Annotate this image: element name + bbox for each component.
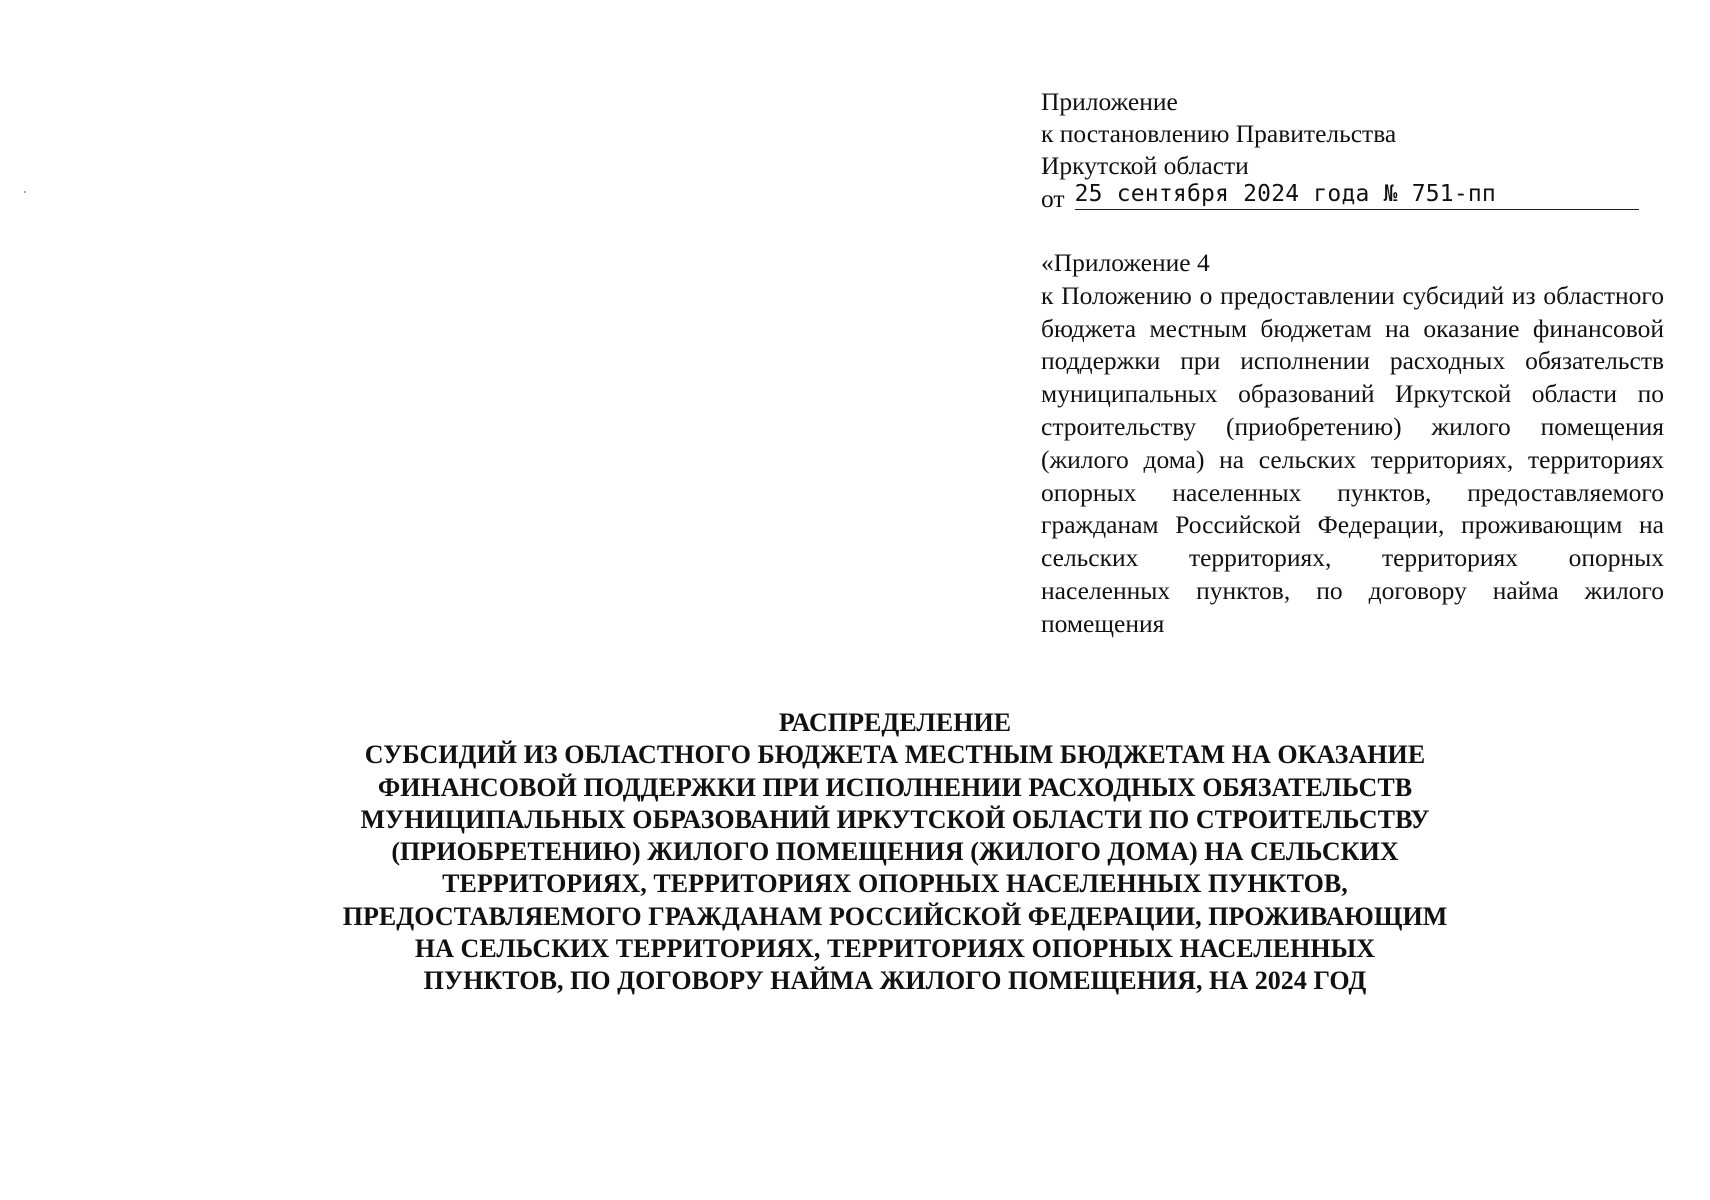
- heading-line-6: ТЕРРИТОРИЯХ, ТЕРРИТОРИЯХ ОПОРНЫХ НАСЕЛЕННЫХ ПУНКТОВ,: [442, 869, 1348, 899]
- heading-line-3: ФИНАНСОВОЙ ПОДДЕРЖКИ ПРИ ИСПОЛНЕНИИ РАСХОДНЫХ ОБЯЗАТЕЛЬСТВ: [377, 772, 1413, 802]
- heading-line-2: СУБСИДИЙ ИЗ ОБЛАСТНОГО БЮДЖЕТА МЕСТНЫМ БЮДЖЕТАМ НА ОКАЗАНИЕ: [364, 740, 1426, 770]
- heading-line-9: ПУНКТОВ, ПО ДОГОВОРУ НАЙМА ЖИЛОГО ПОМЕЩЕНИЯ, НА 2024 ГОД: [423, 966, 1367, 996]
- approval-date-line: [1041, 183, 1661, 216]
- scan-speck: [24, 191, 26, 193]
- approval-line-2: к постановлению Правительства: [1041, 119, 1397, 148]
- approval-reference-block: [1041, 86, 1661, 216]
- date-prefix: от: [1041, 184, 1065, 213]
- appendix-reference-block: [1041, 247, 1664, 641]
- appendix-title: «Приложение 4: [1041, 248, 1210, 277]
- approval-line-1: Приложение: [1041, 87, 1178, 116]
- heading-line-8: НА СЕЛЬСКИХ ТЕРРИТОРИЯХ, ТЕРРИТОРИЯХ ОПОРНЫХ НАСЕЛЕННЫХ: [414, 934, 1376, 964]
- approval-line-3: Иркутской области: [1041, 151, 1249, 180]
- heading-line-4: МУНИЦИПАЛЬНЫХ ОБРАЗОВАНИЙ ИРКУТСКОЙ ОБЛАСТИ ПО СТРОИТЕЛЬСТВУ: [360, 804, 1430, 834]
- document-heading: [270, 707, 1520, 998]
- heading-line-5: (ПРИОБРЕТЕНИЮ) ЖИЛОГО ПОМЕЩЕНИЯ (ЖИЛОГО ДОМА) НА СЕЛЬСКИХ: [391, 837, 1399, 867]
- resolution-date-number: 25 сентября 2024 года № 751-пп: [1075, 183, 1639, 210]
- heading-line-7: ПРЕДОСТАВЛЯЕМОГО ГРАЖДАНАМ РОССИЙСКОЙ ФЕДЕРАЦИИ, ПРОЖИВАЮЩИМ: [342, 901, 1448, 931]
- appendix-description: к Положению о предоставлении субсидий из областного бюджета местным бюджетам на оказание финансовой поддержки при исполнении расходных обязательств муниципальных образований Иркутской области по строительству (приобретению) жилого помещения (жилого дома) на сельских территориях, территориях опорных населенных пунктов, предоставляемого гражданам Российской Федерации, проживающим на сельских территориях, территориях опорных населенных пунктов, по договору найма жилого помещения: [1041, 280, 1664, 638]
- heading-line-1: РАСПРЕДЕЛЕНИЕ: [778, 708, 1012, 737]
